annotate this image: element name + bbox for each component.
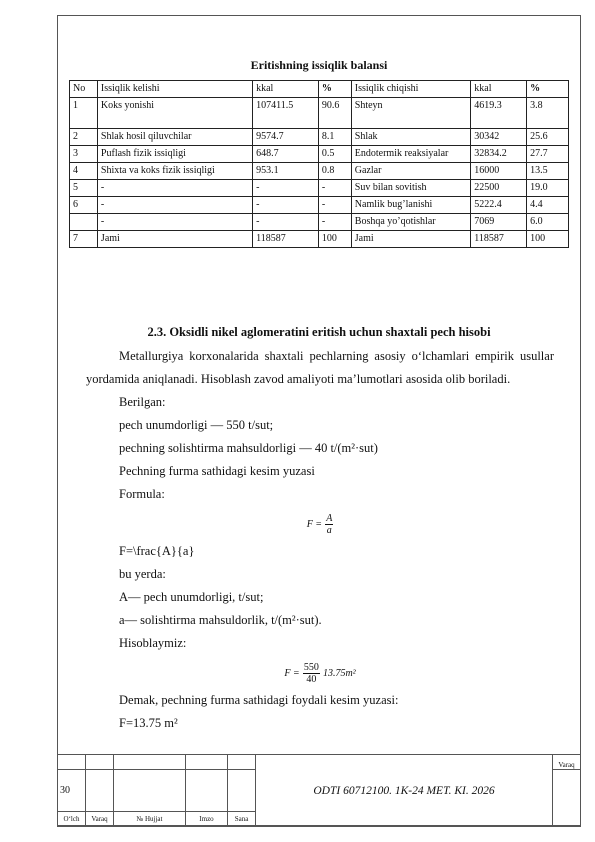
table-cell: 648.7 <box>253 146 319 163</box>
table-cell: 100 <box>318 231 351 248</box>
header-heat-in: Issiqlik kelishi <box>97 81 252 98</box>
table-cell: 22500 <box>471 180 527 197</box>
table-cell: - <box>253 214 319 231</box>
title-block-stamp <box>57 754 581 826</box>
sheet-number-cell <box>553 770 581 827</box>
table-cell: 90.6 <box>318 98 351 129</box>
table-cell: 953.1 <box>253 163 319 180</box>
table-cell: 25.6 <box>527 129 569 146</box>
table-cell: 118587 <box>471 231 527 248</box>
table-row <box>70 163 569 180</box>
formula-label: Formula: <box>119 487 165 501</box>
heat-balance-table <box>69 80 569 248</box>
table-cell: 3 <box>70 146 98 163</box>
formula-fraction <box>325 513 333 536</box>
header-no: No <box>70 81 98 98</box>
table-cell: 118587 <box>253 231 319 248</box>
table-row <box>70 231 569 248</box>
table-cell: 2 <box>70 129 98 146</box>
table-cell: - <box>253 180 319 197</box>
table-cell: 4.4 <box>527 197 569 214</box>
table-cell: 30342 <box>471 129 527 146</box>
header-kkal-in: kkal <box>253 81 319 98</box>
table-cell: - <box>97 197 252 214</box>
calc-denominator: 40 <box>306 673 317 685</box>
table-cell: - <box>97 214 252 231</box>
calc-fraction <box>303 662 320 685</box>
result-line: F=13.75 m² <box>119 716 178 730</box>
calc-display <box>86 655 554 689</box>
where-label: bu yerda: <box>119 567 166 581</box>
capacity-line: pech unumdorligi — 550 t/sut; <box>119 418 274 432</box>
header-heat-out: Issiqlik chiqishi <box>351 81 470 98</box>
table-cell: 107411.5 <box>253 98 319 129</box>
table-header-row <box>70 81 569 98</box>
table-cell: - <box>318 197 351 214</box>
table-cell: 5 <box>70 180 98 197</box>
varaq-label: Varaq <box>553 755 581 770</box>
table-cell: Endotermik reaksiyalar <box>351 146 470 163</box>
area-title-line: Pechning furma sathidagi kesim yuzasi <box>119 464 315 478</box>
table-cell: Jami <box>351 231 470 248</box>
section-title: 2.3. Oksidli nikel aglomeratini eritish uchun shaxtali pech hisobi <box>147 325 491 339</box>
table-cell <box>70 214 98 231</box>
table-cell: Boshqa yo’qotishlar <box>351 214 470 231</box>
table-cell: 27.7 <box>527 146 569 163</box>
intro-paragraph: Metallurgiya korxonalarida shaxtali pechlarning asosiy o‘lchamlari empirik usullar yordamida aniqlanadi. Hisoblash zavod amaliyoti ma’lumotlari asosida olib boriladi. <box>86 349 554 386</box>
table-cell: - <box>318 180 351 197</box>
table-cell: 0.5 <box>318 146 351 163</box>
table-cell: 32834.2 <box>471 146 527 163</box>
table-cell: Gazlar <box>351 163 470 180</box>
table-cell: - <box>97 180 252 197</box>
table-cell: 4 <box>70 163 98 180</box>
formula-denominator: a <box>326 524 332 536</box>
conclusion-line: Demak, pechning furma sathidagi foydali kesim yuzasi: <box>119 693 399 707</box>
table-cell: 0.8 <box>318 163 351 180</box>
table-cell: 19.0 <box>527 180 569 197</box>
col-imzo: Imzo <box>186 812 228 827</box>
formula-lhs: F = <box>306 519 323 530</box>
calc-label: Hisoblaymiz: <box>119 636 187 650</box>
definition-a: a— solishtirma mahsuldorlik, t/(m²·sut). <box>119 613 322 627</box>
col-olch: O‘lch <box>58 812 86 827</box>
table-cell: 6.0 <box>527 214 569 231</box>
calc-lhs: F = <box>284 668 300 679</box>
table-cell: Suv bilan sovitish <box>351 180 470 197</box>
table-cell: 16000 <box>471 163 527 180</box>
table-cell: 13.5 <box>527 163 569 180</box>
table-cell: Shlak <box>351 129 470 146</box>
col-varaq: Varaq <box>86 812 114 827</box>
table-cell: Puflash fizik issiqligi <box>97 146 252 163</box>
specific-line: pechning solishtirma mahsuldorligi — 40 t/(m²·sut) <box>119 441 378 455</box>
table-cell: 7069 <box>471 214 527 231</box>
table-cell: 6 <box>70 197 98 214</box>
table-cell: Shlak hosil qiluvchilar <box>97 129 252 146</box>
table-row <box>70 129 569 146</box>
table-cell: - <box>253 197 319 214</box>
table-cell: Namlik bug’lanishi <box>351 197 470 214</box>
table-cell: 3.8 <box>527 98 569 129</box>
table-cell: - <box>318 214 351 231</box>
table-cell: Jami <box>97 231 252 248</box>
table-row <box>70 197 569 214</box>
col-hujjat: № Hujjat <box>114 812 186 827</box>
calc-numerator: 550 <box>303 661 319 673</box>
latex-line: F=\frac{A}{a} <box>119 544 195 558</box>
formula-numerator: A <box>326 512 333 524</box>
table-cell: Koks yonishi <box>97 98 252 129</box>
table-cell: 1 <box>70 98 98 129</box>
table-cell: 100 <box>527 231 569 248</box>
table-title: Eritishning issiqlik balansi <box>250 58 388 72</box>
header-pct-in: % <box>318 81 351 98</box>
table-cell: 8.1 <box>318 129 351 146</box>
col-sana: Sana <box>228 812 256 827</box>
table-cell: 9574.7 <box>253 129 319 146</box>
table-row <box>70 180 569 197</box>
text-body <box>86 345 554 735</box>
table-cell: 7 <box>70 231 98 248</box>
calc-result: 13.75m² <box>322 668 356 679</box>
given-label: Berilgan: <box>119 395 166 409</box>
table-cell: Shteyn <box>351 98 470 129</box>
document-code: ODTI 60712100. 1K-24 MET. KI. 2026 <box>256 755 553 827</box>
page-number: 30 <box>58 770 86 812</box>
table-row <box>70 214 569 231</box>
table-row <box>70 98 569 129</box>
table-row <box>70 146 569 163</box>
table-cell: 5222.4 <box>471 197 527 214</box>
table-cell: Shixta va koks fizik issiqligi <box>97 163 252 180</box>
definition-A: A— pech unumdorligi, t/sut; <box>119 590 264 604</box>
formula-display <box>86 506 554 540</box>
header-pct-out: % <box>527 81 569 98</box>
header-kkal-out: kkal <box>471 81 527 98</box>
table-cell: 4619.3 <box>471 98 527 129</box>
